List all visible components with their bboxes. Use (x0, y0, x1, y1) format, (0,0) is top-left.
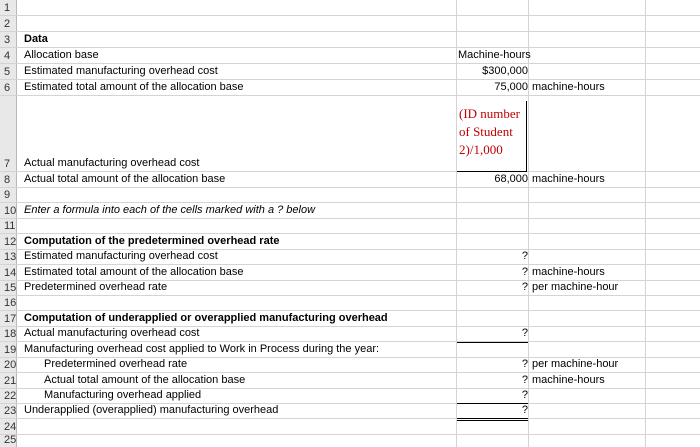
cell-b23[interactable]: ? (521, 404, 528, 416)
row-12[interactable] (0, 234, 700, 250)
row-20[interactable] (0, 358, 700, 373)
row-header[interactable]: 14 (0, 265, 17, 280)
row-header[interactable]: 22 (0, 389, 17, 403)
row-9[interactable] (0, 188, 700, 203)
row-24[interactable] (0, 419, 700, 435)
cell-a22[interactable]: Manufacturing overhead applied (44, 389, 202, 401)
cell-a8[interactable]: Actual total amount of the allocation base (24, 173, 226, 185)
student-id-note-cell[interactable] (457, 101, 527, 172)
cell-a6[interactable]: Estimated total amount of the allocation base (24, 81, 244, 93)
row-21[interactable] (0, 373, 700, 389)
cell-b13[interactable]: ? (521, 250, 528, 262)
row-22[interactable] (0, 389, 700, 404)
cell-a19[interactable]: Manufacturing overhead cost applied to Work in Process during the year: (24, 343, 380, 355)
row-1[interactable] (0, 0, 700, 16)
row-header[interactable]: 20 (0, 358, 17, 372)
row-8[interactable] (0, 172, 700, 188)
cell-c20[interactable]: per machine-hour (532, 358, 619, 370)
row-header[interactable]: 16 (0, 296, 17, 310)
cell-border-b23-double (457, 420, 528, 421)
cell-a10[interactable]: Enter a formula into each of the cells marked with a ? below (24, 204, 316, 216)
cell-border-b22 (457, 403, 528, 404)
cell-a21[interactable]: Actual total amount of the allocation base (44, 374, 246, 386)
cell-b15[interactable]: ? (521, 281, 528, 293)
row-19[interactable] (0, 342, 700, 358)
cell-c8[interactable]: machine-hours (532, 173, 605, 185)
row-header[interactable]: 2 (0, 16, 17, 31)
cell-a3[interactable]: Data (24, 33, 48, 45)
row-header[interactable]: 11 (0, 219, 17, 233)
cell-a15[interactable]: Predetermined overhead rate (24, 281, 168, 293)
row-17[interactable] (0, 311, 700, 327)
note-line-3: 2)/1,000 (459, 142, 503, 157)
row-header[interactable]: 19 (0, 342, 17, 357)
cell-a13[interactable]: Estimated manufacturing overhead cost (24, 250, 218, 262)
cell-border-b18 (457, 342, 528, 343)
row-14[interactable] (0, 265, 700, 281)
row-header[interactable]: 15 (0, 281, 17, 295)
row-header[interactable]: 24 (0, 419, 17, 434)
row-header[interactable]: 12 (0, 234, 17, 249)
cell-b5[interactable]: $300,000 (482, 65, 528, 77)
cell-a7[interactable]: Actual manufacturing overhead cost (24, 157, 200, 169)
row-header[interactable]: 10 (0, 203, 17, 218)
row-header[interactable]: 1 (0, 0, 17, 15)
row-header[interactable]: 18 (0, 327, 17, 341)
cell-a17[interactable]: Computation of underapplied or overapplied manufacturing overhead (24, 312, 388, 324)
cell-b14[interactable]: ? (521, 266, 528, 278)
row-13[interactable] (0, 250, 700, 265)
cell-b4[interactable]: Machine-hours (458, 49, 531, 61)
row-header[interactable]: 3 (0, 32, 17, 47)
row-18[interactable] (0, 327, 700, 342)
row-2[interactable] (0, 16, 700, 32)
row-header[interactable]: 13 (0, 250, 17, 264)
cell-b20[interactable]: ? (521, 358, 528, 370)
cell-border-b23-top (457, 418, 528, 419)
row-header[interactable]: 21 (0, 373, 17, 388)
row-header[interactable]: 4 (0, 48, 17, 63)
row-3[interactable] (0, 32, 700, 48)
cell-a14[interactable]: Estimated total amount of the allocation base (24, 266, 244, 278)
cell-b21[interactable]: ? (521, 374, 528, 386)
row-4[interactable] (0, 48, 700, 64)
row-header[interactable]: 25 (0, 435, 17, 447)
cell-b8[interactable]: 68,000 (494, 173, 528, 185)
note-line-1: (ID number (459, 106, 521, 121)
student-id-note (459, 105, 520, 159)
row-header[interactable]: 5 (0, 64, 17, 79)
row-25[interactable] (0, 435, 700, 447)
cell-c21[interactable]: machine-hours (532, 374, 605, 386)
cell-a12[interactable]: Computation of the predetermined overhead rate (24, 235, 280, 247)
row-header[interactable]: 9 (0, 188, 17, 202)
cell-b22[interactable]: ? (521, 389, 528, 401)
row-5[interactable] (0, 64, 700, 80)
row-11[interactable] (0, 219, 700, 234)
row-10[interactable] (0, 203, 700, 219)
row-header[interactable]: 6 (0, 80, 17, 95)
note-line-2: of Student (459, 124, 513, 139)
row-15[interactable] (0, 281, 700, 296)
cell-a20[interactable]: Predetermined overhead rate (44, 358, 188, 370)
row-7[interactable] (0, 96, 700, 172)
cell-c14[interactable]: machine-hours (532, 266, 605, 278)
cell-a4[interactable]: Allocation base (24, 49, 99, 61)
cell-a23[interactable]: Underapplied (overapplied) manufacturing overhead (24, 404, 279, 416)
cell-c6[interactable]: machine-hours (532, 81, 605, 93)
row-header[interactable]: 7 (0, 96, 17, 171)
cell-c15[interactable]: per machine-hour (532, 281, 619, 293)
row-16[interactable] (0, 296, 700, 311)
row-23[interactable] (0, 404, 700, 419)
row-6[interactable] (0, 80, 700, 96)
row-header[interactable]: 17 (0, 311, 17, 326)
row-header[interactable]: 23 (0, 404, 17, 418)
row-header[interactable]: 8 (0, 172, 17, 187)
cell-a5[interactable]: Estimated manufacturing overhead cost (24, 65, 218, 77)
cell-a18[interactable]: Actual manufacturing overhead cost (24, 327, 200, 339)
cell-b18[interactable]: ? (521, 327, 528, 339)
cell-b6[interactable]: 75,000 (494, 81, 528, 93)
